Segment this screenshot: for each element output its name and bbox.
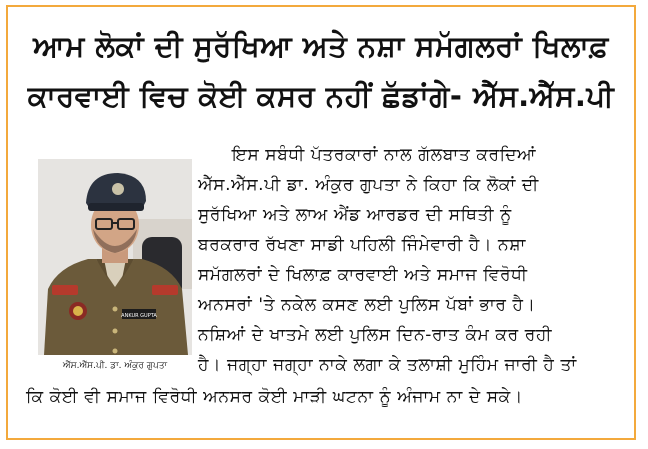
body-line-1: ਇਸ ਸਬੰਧੀ ਪੱਤਰਕਾਰਾਂ ਨਾਲ ਗੱਲਬਾਤ ਕਰਦਿਆਂ: [232, 145, 537, 165]
photo-caption: ਐੱਸ.ਐੱਸ.ਪੀ. ਡਾ. ਅੰਕੁਰ ਗੁਪਤਾ: [62, 361, 168, 371]
name-tag-text: ANKUR GUPTA: [121, 313, 157, 319]
body-line-7: ਨਸ਼ਿਆਂ ਦੇ ਖਾਤਮੇ ਲਈ ਪੁਲਿਸ ਦਿਨ-ਰਾਤ ਕੰਮ ਕਰ ਰਹੀ: [198, 325, 553, 345]
officer-photo: [38, 159, 192, 355]
body-line-8: ਹੈ। ਜਗ੍ਹਾ ਜਗ੍ਹਾ ਨਾਕੇ ਲਗਾ ਕੇ ਤਲਾਸ਼ੀ ਮੁਹਿੰਮ ਜਾਰੀ ਹੈ ਤਾਂ: [198, 355, 577, 375]
body-line-5: ਸਮੱਗਲਰਾਂ ਦੇ ਖਿਲਾਫ਼ ਕਾਰਵਾਈ ਅਤੇ ਸਮਾਜ ਵਿਰੋਧੀ: [198, 265, 528, 285]
headline-line-1: ਆਮ ਲੋਕਾਂ ਦੀ ਸੁਰੱਖਿਆ ਅਤੇ ਨਸ਼ਾ ਸਮੱਗਲਰਾਂ ਖਿਲਾਫ਼: [33, 29, 609, 63]
officer-portrait-illustration: [38, 159, 192, 355]
body-line-4: ਬਰਕਰਾਰ ਰੱਖਣਾ ਸਾਡੀ ਪਹਿਲੀ ਜਿੰਮੇਵਾਰੀ ਹੈ। ਨਸ਼ਾ: [198, 235, 527, 255]
body-line-3: ਸੁਰੱਖਿਆ ਅਤੇ ਲਾਅ ਐਂਡ ਆਰਡਰ ਦੀ ਸਥਿਤੀ ਨੂੰ: [198, 205, 512, 225]
headline-line-2: ਕਾਰਵਾਈ ਵਿਚ ਕੋਈ ਕਸਰ ਨਹੀਂ ਛੱਡਾਂਗੇ- ਐੱਸ.ਐੱਸ.ਪੀ: [27, 79, 615, 113]
news-clipping: [6, 5, 636, 440]
body-line-6: ਅਨਸਰਾਂ 'ਤੇ ਨਕੇਲ ਕਸਣ ਲਈ ਪੁਲਿਸ ਪੱਬਾਂ ਭਾਰ ਹੈ।: [198, 295, 536, 315]
body-line-2: ਐੱਸ.ਐੱਸ.ਪੀ ਡਾ. ਅੰਕੁਰ ਗੁਪਤਾ ਨੇ ਕਿਹਾ ਕਿ ਲੋਕਾਂ ਦੀ: [198, 175, 539, 195]
body-line-9: ਕਿ ਕੋਈ ਵੀ ਸਮਾਜ ਵਿਰੋਧੀ ਅਨਸਰ ਕੋਈ ਮਾੜੀ ਘਟਨਾ ਨੂੰ ਅੰਜਾਮ ਨਾ ਦੇ ਸਕੇ।: [26, 387, 523, 407]
